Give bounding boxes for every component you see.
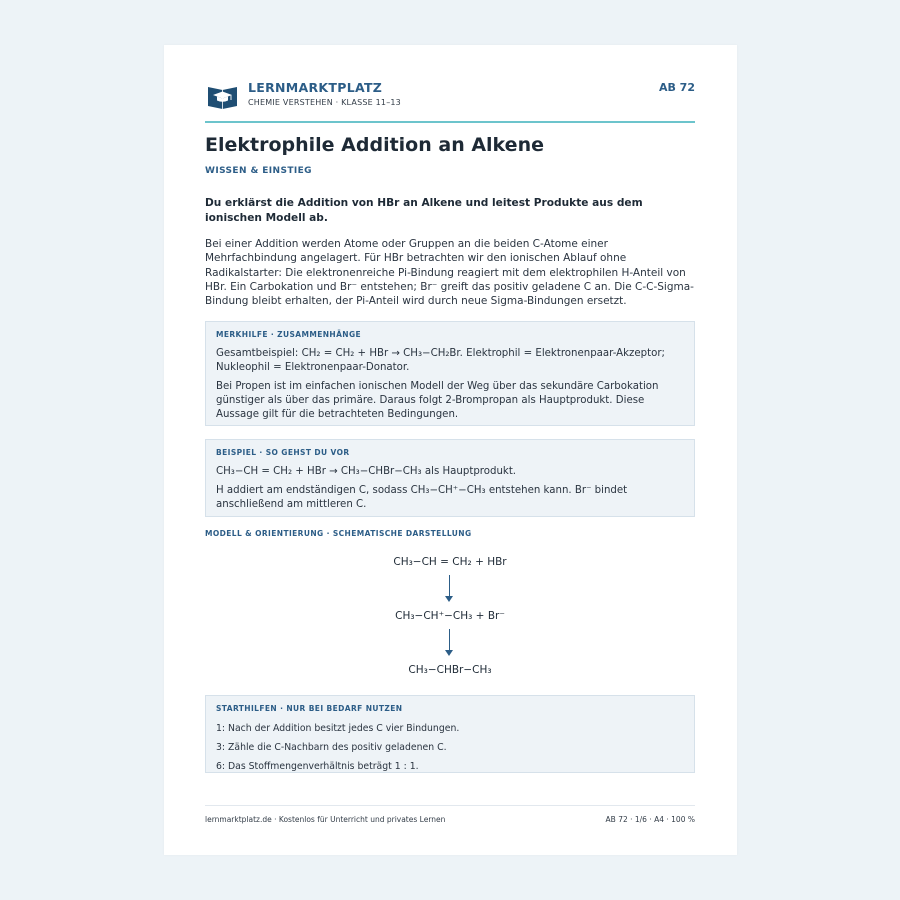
body-paragraph: Bei einer Addition werden Atome oder Gruppen an die beiden C-Atome einer Mehrfachbindung angelagert. Für HBr betrachten wir den ionischen Ablauf ohne Radikalstarter: Die elektronenreiche Pi-Bindung reagiert mit dem elektrophilen H-Anteil von HBr. Ein Carbokation und Br⁻ entstehen; Br⁻ greift das positiv geladene C an. Die C-C-Sigma-Bindung bleibt erhalten, der Pi-Anteil wird durch neue Sigma-Bindungen ersetzt. — [205, 238, 694, 308]
beispiel-equation: CH₃−CH = CH₂ + HBr → CH₃−CHBr−CH₃ — [216, 466, 422, 477]
starthilfen-heading: STARTHILFEN · NUR BEI BEDARF NUTZEN — [216, 704, 403, 713]
hint-item: 3: Zähle die C-Nachbarn des positiv geladenen C. — [216, 742, 447, 753]
model-heading: MODELL & ORIENTIERUNG · SCHEMATISCHE DARSTELLUNG — [205, 529, 472, 538]
book-graduation-cap-icon — [207, 81, 238, 109]
brand-subtitle: CHEMIE VERSTEHEN · KLASSE 11–13 — [248, 98, 401, 107]
sheet-id: AB 72 — [658, 81, 695, 94]
reaction-step-3: CH₃−CHBr−CH₃ — [408, 664, 492, 676]
starthilfen-box — [205, 695, 695, 773]
worksheet-page — [164, 45, 737, 855]
beispiel-p2-prefix: H addiert am endständigen C, sodass — [216, 485, 408, 496]
page-title: Elektrophile Addition an Alkene — [205, 134, 544, 156]
hint-item: 1: Nach der Addition besitzt jedes C vier Bindungen. — [216, 723, 460, 734]
beispiel-paragraph-2 — [216, 484, 684, 512]
section-kicker: WISSEN & EINSTIEG — [205, 166, 312, 176]
footer-divider — [205, 805, 695, 806]
arrow-down-icon — [445, 596, 453, 602]
reaction-arrow-1 — [449, 575, 450, 597]
beispiel-box — [205, 439, 695, 517]
reaction-step-1: CH₃−CH = CH₂ + HBr — [393, 556, 507, 568]
beispiel-suffix: als Hauptprodukt. — [424, 466, 517, 477]
merkhilfe-equation: CH₂ = CH₂ + HBr → CH₃−CH₂Br. — [301, 348, 463, 359]
footer-left: lernmarktplatz.de · Kostenlos für Unterricht und privates Lernen — [205, 815, 446, 824]
beispiel-p2-formula: CH₃−CH⁺−CH₃ — [410, 485, 486, 496]
merkhilfe-paragraph-2: Bei Propen ist im einfachen ionischen Modell der Weg über das sekundäre Carbokation günstiger als über das primäre. Daraus folgt 2-Brompropan als Hauptprodukt. Diese Aussage gilt für die betrachteten Bedingungen. — [216, 381, 659, 420]
footer-right: AB 72 · 1/6 · A4 · 100 % — [605, 815, 695, 824]
brand-name: LERNMARKTPLATZ — [248, 80, 383, 95]
merkhilfe-prefix: Gesamtbeispiel: — [216, 348, 299, 359]
reaction-step-2: CH₃−CH⁺−CH₃ + Br⁻ — [395, 610, 505, 622]
reaction-arrow-2 — [449, 629, 450, 651]
merkhilfe-paragraph-1 — [216, 347, 684, 375]
merkhilfe-suffix: Elektrophil = Elektronenpaar-Akzeptor; Nukleophil = Elektronenpaar-Donator. — [216, 348, 665, 373]
beispiel-paragraph-1 — [216, 465, 684, 479]
merkhilfe-heading: MERKHILFE · ZUSAMMENHÄNGE — [216, 330, 362, 339]
page-header — [205, 79, 695, 133]
merkhilfe-box — [205, 321, 695, 426]
arrow-down-icon — [445, 650, 453, 656]
header-divider — [205, 121, 695, 123]
lead-paragraph: Du erklärst die Addition von HBr an Alkene und leitest Produkte aus dem ionischen Modell ab. — [205, 197, 643, 224]
hint-item: 6: Das Stoffmengenverhältnis beträgt 1 : 1. — [216, 761, 419, 772]
beispiel-heading: BEISPIEL · SO GEHST DU VOR — [216, 448, 350, 457]
reaction-diagram — [205, 550, 695, 685]
beispiel-p2-suffix: entstehen kann. Br⁻ bindet anschließend am mittleren C. — [216, 485, 628, 510]
